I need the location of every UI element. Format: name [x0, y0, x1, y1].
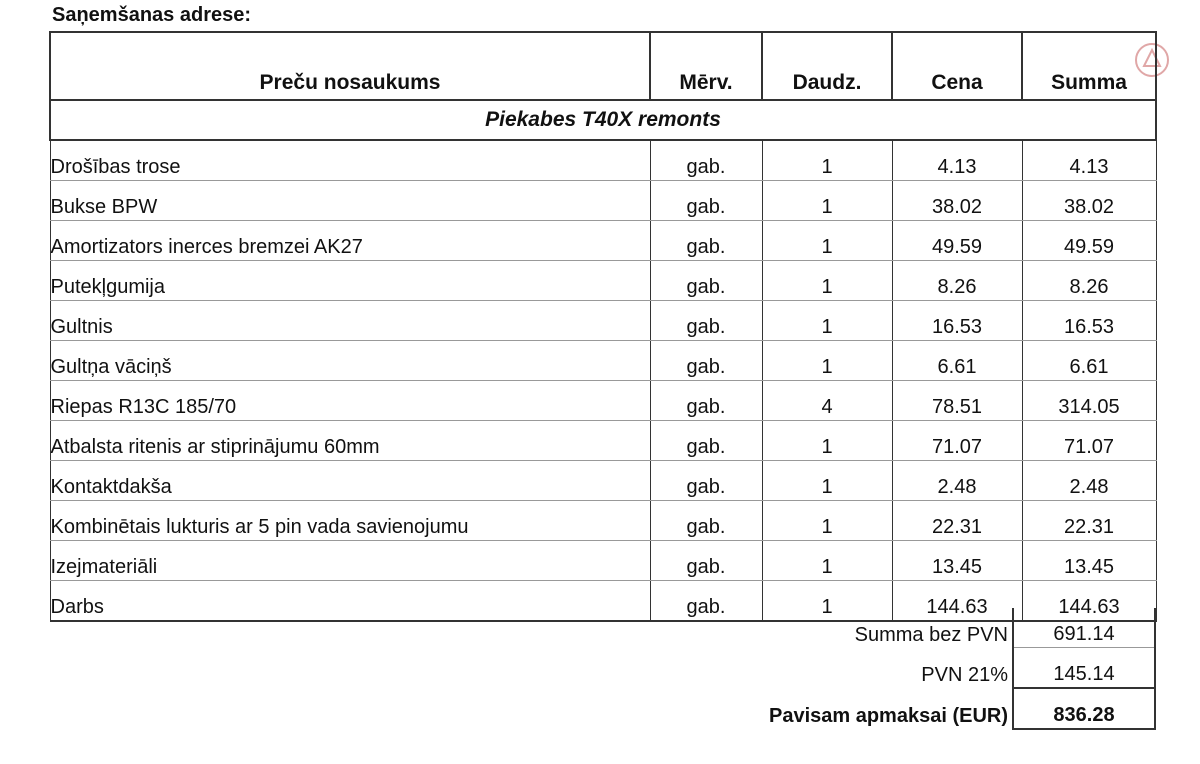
page-heading: Saņemšanas adrese: — [52, 4, 252, 26]
item-price: 49.59 — [892, 221, 1022, 261]
item-name: Darbs — [50, 581, 650, 622]
table-row — [50, 341, 1156, 381]
item-name: Kombinētais lukturis ar 5 pin vada savienojumu — [50, 501, 650, 541]
column-header-unit: Mērv. — [650, 32, 762, 100]
item-unit: gab. — [650, 181, 762, 221]
column-header-price: Cena — [892, 32, 1022, 100]
item-price: 4.13 — [892, 140, 1022, 181]
item-quantity: 1 — [762, 341, 892, 381]
item-price: 71.07 — [892, 421, 1022, 461]
totals-table — [600, 608, 1156, 730]
item-price: 144.63 — [892, 581, 1022, 622]
item-quantity: 1 — [762, 581, 892, 622]
item-unit: gab. — [650, 261, 762, 301]
column-header-name: Preču nosaukums — [50, 32, 650, 100]
item-sum: 314.05 — [1022, 381, 1156, 421]
item-unit: gab. — [650, 421, 762, 461]
item-sum: 13.45 — [1022, 541, 1156, 581]
item-unit: gab. — [650, 140, 762, 181]
totals-row-grand — [600, 688, 1155, 729]
item-name: Putekļgumija — [50, 261, 650, 301]
item-price: 22.31 — [892, 501, 1022, 541]
item-name: Kontaktdakša — [50, 461, 650, 501]
total-net-label: Summa bez PVN — [854, 623, 1008, 646]
item-name: Amortizators inerces bremzei AK27 — [50, 221, 650, 261]
item-price: 38.02 — [892, 181, 1022, 221]
item-unit: gab. — [650, 501, 762, 541]
item-sum: 49.59 — [1022, 221, 1156, 261]
table-row — [50, 181, 1156, 221]
table-row — [50, 140, 1156, 181]
item-name: Gultnis — [50, 301, 650, 341]
item-price: 16.53 — [892, 301, 1022, 341]
item-sum: 2.48 — [1022, 461, 1156, 501]
item-name: Bukse BPW — [50, 181, 650, 221]
item-price: 6.61 — [892, 341, 1022, 381]
item-sum: 22.31 — [1022, 501, 1156, 541]
item-price: 13.45 — [892, 541, 1022, 581]
table-row — [50, 301, 1156, 341]
totals-row-net — [600, 608, 1155, 648]
invoice-table — [49, 31, 1157, 622]
item-price: 8.26 — [892, 261, 1022, 301]
item-unit: gab. — [650, 221, 762, 261]
item-quantity: 1 — [762, 421, 892, 461]
table-header-row — [50, 32, 1156, 100]
item-name: Gultņa vāciņš — [50, 341, 650, 381]
item-quantity: 1 — [762, 221, 892, 261]
item-sum: 38.02 — [1022, 181, 1156, 221]
table-row — [50, 221, 1156, 261]
item-quantity: 1 — [762, 261, 892, 301]
table-row — [50, 421, 1156, 461]
item-name: Drošības trose — [50, 140, 650, 181]
item-unit: gab. — [650, 581, 762, 622]
table-row — [50, 501, 1156, 541]
total-net-value: 691.14 — [1013, 608, 1155, 648]
item-name: Riepas R13C 185/70 — [50, 381, 650, 421]
table-row — [50, 381, 1156, 421]
total-vat-value: 145.14 — [1013, 648, 1155, 689]
item-sum: 4.13 — [1022, 140, 1156, 181]
item-unit: gab. — [650, 301, 762, 341]
item-quantity: 1 — [762, 181, 892, 221]
item-unit: gab. — [650, 461, 762, 501]
item-quantity: 1 — [762, 501, 892, 541]
item-price: 78.51 — [892, 381, 1022, 421]
item-price: 2.48 — [892, 461, 1022, 501]
item-name: Izejmateriāli — [50, 541, 650, 581]
item-unit: gab. — [650, 381, 762, 421]
section-title-row — [50, 100, 1156, 140]
totals-row-vat — [600, 648, 1155, 689]
item-sum: 8.26 — [1022, 261, 1156, 301]
item-unit: gab. — [650, 541, 762, 581]
item-sum: 144.63 — [1022, 581, 1156, 622]
total-grand-label: Pavisam apmaksai (EUR) — [768, 705, 1008, 727]
total-vat-label: PVN 21% — [921, 664, 1008, 686]
item-name: Atbalsta ritenis ar stiprinājumu 60mm — [50, 421, 650, 461]
item-quantity: 1 — [762, 140, 892, 181]
item-sum: 16.53 — [1022, 301, 1156, 341]
column-header-quantity: Daudz. — [762, 32, 892, 100]
item-quantity: 1 — [762, 541, 892, 581]
item-unit: gab. — [650, 341, 762, 381]
section-title: Piekabes T40X remonts — [50, 100, 1156, 140]
total-grand-value: 836.28 — [1013, 688, 1155, 729]
item-sum: 6.61 — [1022, 341, 1156, 381]
item-quantity: 1 — [762, 301, 892, 341]
table-row — [50, 461, 1156, 501]
table-row — [50, 261, 1156, 301]
table-row — [50, 541, 1156, 581]
item-quantity: 1 — [762, 461, 892, 501]
item-sum: 71.07 — [1022, 421, 1156, 461]
column-header-sum: Summa — [1022, 32, 1156, 100]
item-quantity: 4 — [762, 381, 892, 421]
